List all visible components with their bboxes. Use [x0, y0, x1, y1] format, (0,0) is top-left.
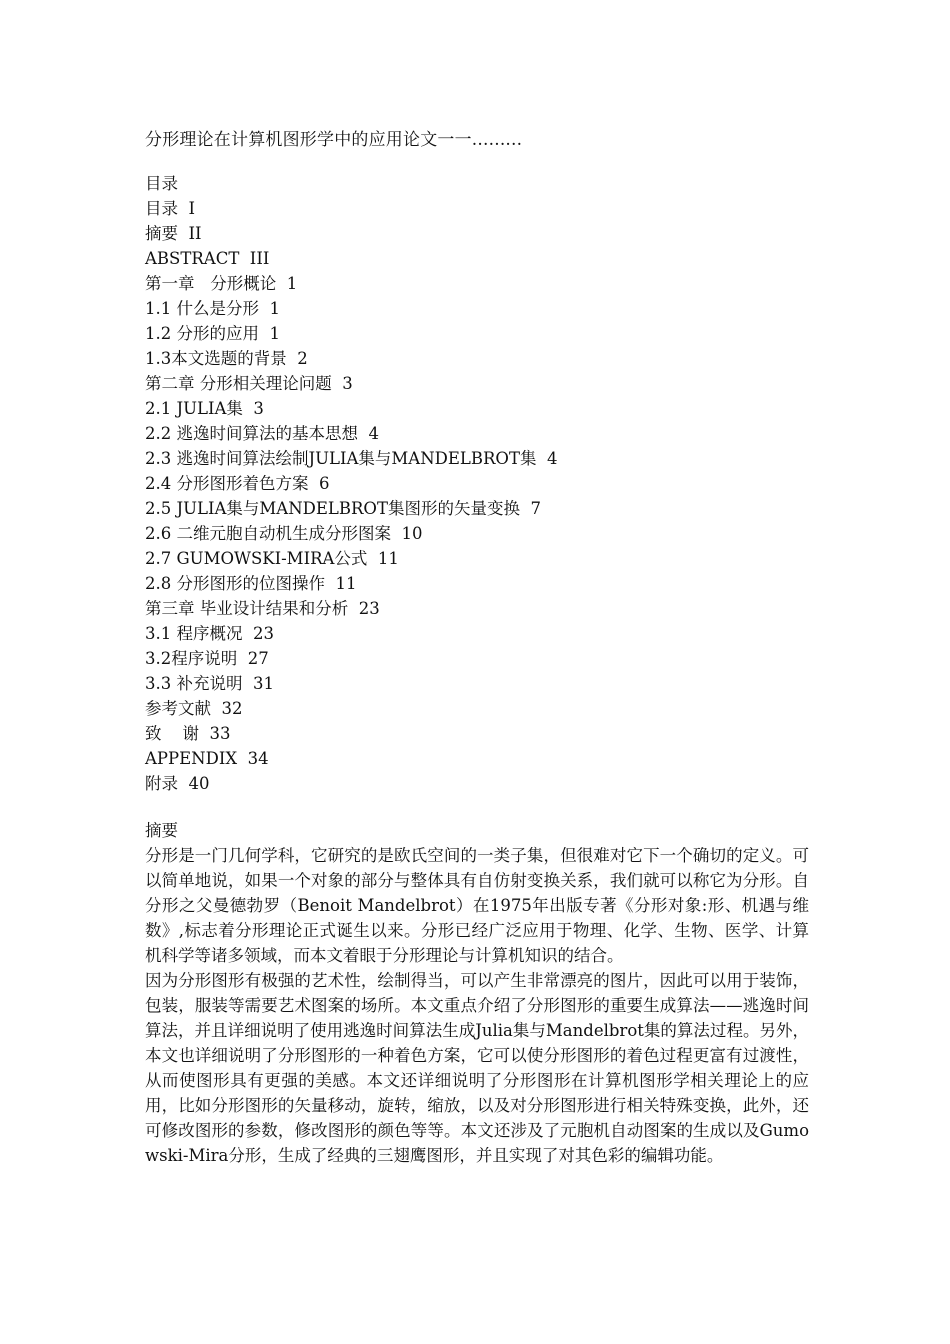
toc-entry: 摘要 II — [145, 224, 202, 243]
toc-entry: 2.7 GUMOWSKI-MIRA公式 11 — [145, 549, 399, 568]
toc-entry: 1.1 什么是分形 1 — [145, 299, 280, 318]
toc-entry: 2.4 分形图形着色方案 6 — [145, 474, 330, 493]
abstract-heading: 摘要 — [145, 821, 178, 840]
toc-list — [145, 196, 845, 796]
toc-entry: 2.3 逃逸时间算法绘制JULIA集与MANDELBROT集 4 — [145, 449, 558, 468]
abstract-section — [145, 818, 809, 1168]
toc-entry: 2.5 JULIA集与MANDELBROT集图形的矢量变换 7 — [145, 499, 541, 518]
abstract-body — [145, 843, 809, 1168]
table-of-contents — [145, 171, 845, 796]
toc-entry: 2.6 二维元胞自动机生成分形图案 10 — [145, 524, 423, 543]
toc-entry: 致 谢 33 — [145, 724, 231, 743]
toc-entry: 参考文献 32 — [145, 699, 243, 718]
toc-entry: 1.2 分形的应用 1 — [145, 324, 280, 343]
toc-entry: 第三章 毕业设计结果和分析 23 — [145, 599, 380, 618]
toc-entry: 2.2 逃逸时间算法的基本思想 4 — [145, 424, 379, 443]
toc-entry: 3.1 程序概况 23 — [145, 624, 274, 643]
abstract-paragraph: 因为分形图形有极强的艺术性，绘制得当，可以产生非常漂亮的图片，因此可以用于装饰，包装，服装等需要艺术图案的场所。本文重点介绍了分形图形的重要生成算法——逃逸时间算法，并且详细说明了使用逃逸时间算法生成Julia集与Mandelbrot集的算法过程。另外，本文也详细说明了分形图形的一种着色方案，它可以使分形图形的着色过程更富有过渡性，从而使图形具有更强的美感。本文还详细说明了分形图形在计算机图形学相关理论上的应用，比如分形图形的矢量移动，旋转，缩放，以及对分形图形进行相关特殊变换，此外，还可修改图形的参数，修改图形的颜色等等。本文还涉及了元胞机自动图案的生成以及Gumowski-Mira分形，生成了经典的三翅鹰图形，并且实现了对其色彩的编辑功能。 — [145, 971, 809, 1165]
toc-heading: 目录 — [145, 174, 178, 193]
toc-entry: APPENDIX 34 — [145, 749, 269, 768]
toc-entry: 3.2程序说明 27 — [145, 649, 269, 668]
toc-entry: 第二章 分形相关理论问题 3 — [145, 374, 353, 393]
toc-entry: 2.1 JULIA集 3 — [145, 399, 264, 418]
toc-entry: 目录 I — [145, 199, 196, 218]
abstract-paragraph: 分形是一门几何学科，它研究的是欧氏空间的一类子集，但很难对它下一个确切的定义。可以简单地说，如果一个对象的部分与整体具有自仿射变换关系，我们就可以称它为分形。自分形之父曼德勃罗（Benoit Mandelbrot）在1975年出版专著《分形对象:形、机遇与维数》,标志着分形理论正式诞生以来。分形已经广泛应用于物理、化学、生物、医学、计算机科学等诸多领域，而本文着眼于分形理论与计算机知识的结合。 — [145, 846, 809, 965]
toc-entry: 1.3本文选题的背景 2 — [145, 349, 308, 368]
toc-entry: 3.3 补充说明 31 — [145, 674, 274, 693]
toc-entry: 附录 40 — [145, 774, 210, 793]
toc-entry: 第一章 分形概论 1 — [145, 274, 298, 293]
toc-entry: ABSTRACT III — [145, 249, 270, 268]
toc-entry: 2.8 分形图形的位图操作 11 — [145, 574, 357, 593]
document-title: 分形理论在计算机图形学中的应用论文一一......... — [145, 130, 523, 150]
